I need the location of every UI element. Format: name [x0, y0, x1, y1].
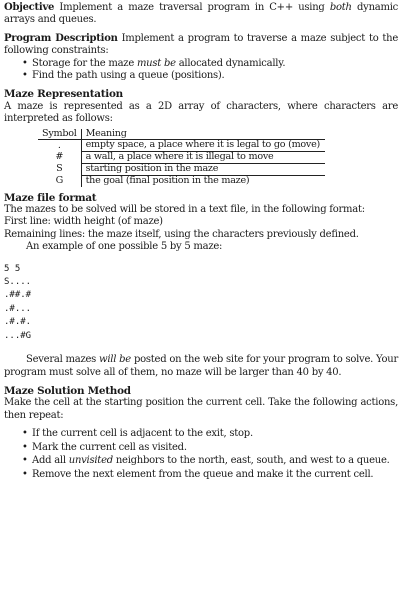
description-paragraph [4, 33, 398, 58]
unvisited-emphasis: unvisited [68, 455, 113, 467]
maze-example: 5 5 S.... .##.# .#... .#.#. ...#G [4, 263, 32, 341]
bullet-icon: • [22, 468, 28, 480]
list-item: • Remove the next element from the queue and make it the current cell. [22, 468, 374, 480]
objective-paragraph [4, 2, 398, 27]
representation-heading: Maze Representation [4, 88, 123, 101]
symbol-table [38, 129, 325, 187]
table-header-row [38, 129, 325, 140]
list-item: • Find the path using a queue (positions). [22, 70, 225, 82]
bullet-icon: • [22, 57, 28, 69]
list-item: • Storage for the maze must be allocated dynamically. [22, 57, 286, 69]
file-format-line-4: An example of one possible 5 by 5 maze: [26, 241, 223, 253]
bullet-icon: • [22, 441, 28, 453]
representation-text: A maze is represented as a 2D array of characters, where characters are interpreted as follows: [4, 100, 398, 125]
description-label: Program Description [4, 32, 118, 44]
list-item: • If the current cell is adjacent to the exit, stop. [22, 428, 253, 440]
table-row: . empty space, a place where it is legal to go (move) [38, 140, 325, 152]
constraints-list [4, 58, 398, 83]
file-format-heading: Maze file format [4, 191, 97, 204]
table-row: G the goal (final position in the maze) [38, 175, 325, 186]
must-be-emphasis: must be [136, 57, 176, 69]
will-be-emphasis: will be [99, 354, 131, 366]
file-format-line-3: Remaining lines: the maze itself, using the characters previously defined. [4, 228, 359, 240]
description-text: Implement a program to traverse a maze subject to the following constraints: [4, 32, 399, 57]
objective-text-a: Implement a maze traversal program in C++ using [59, 2, 325, 13]
bullet-icon: • [22, 70, 28, 82]
objective-label: Objective [4, 2, 55, 13]
header-meaning: Meaning [81, 129, 325, 140]
objective-text-b: dynamic arrays and queues. [4, 2, 399, 26]
bullet-icon: • [22, 455, 28, 467]
table-row: # a wall, a place where it is illegal to move [38, 152, 325, 164]
header-symbol: Symbol [38, 129, 81, 140]
solution-heading: Maze Solution Method [4, 384, 131, 397]
objective-emphasis: both [329, 2, 352, 13]
solution-text: Make the cell at the starting position the current cell. Take the following actions, then repeat: [4, 397, 398, 421]
file-format-line-1: The mazes to be solved will be stored in a text file, in the following format: [4, 204, 365, 216]
bullet-icon: • [22, 428, 28, 440]
solution-steps-list [4, 427, 398, 481]
document-page [4, 2, 398, 482]
table-row: S starting position in the maze [38, 164, 325, 176]
list-item: • Mark the current cell as visited. [22, 441, 187, 453]
file-format-after: Several mazes will be posted on the web site for your program to solve. Your program must solve all of them, no maze will be larger than 40 by 40. [4, 354, 398, 378]
file-format-line-2: First line: width height (of maze) [4, 216, 163, 228]
list-item: • Add all unvisited neighbors to the north, east, south, and west to a queue. [22, 455, 390, 467]
